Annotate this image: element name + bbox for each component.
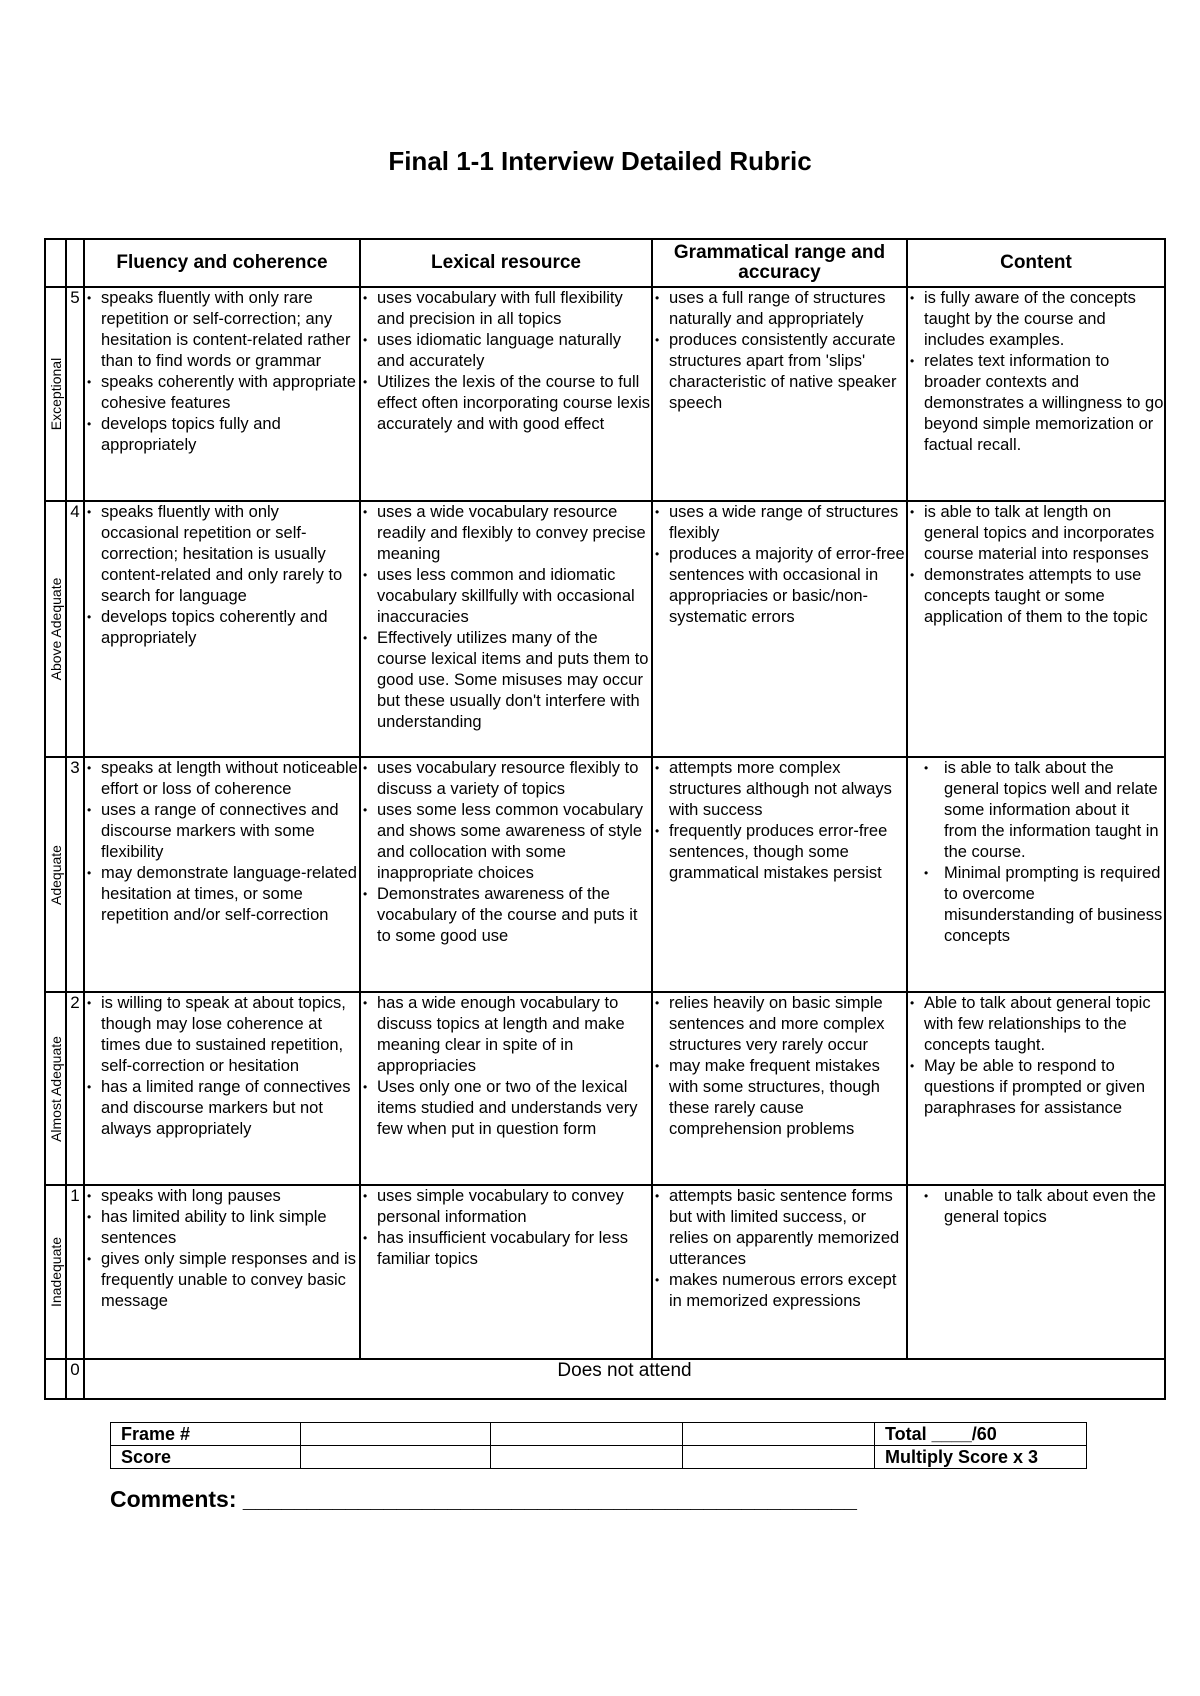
criteria-list xyxy=(653,1186,906,1312)
criteria-cell-lexical xyxy=(360,1185,652,1359)
criteria-cell-grammar xyxy=(652,1185,907,1359)
criteria-item: • Able to talk about general topic with few relationships to the concepts taught. xyxy=(924,993,1164,1056)
criteria-item: • speaks with long pauses xyxy=(101,1186,359,1207)
criteria-item: • uses vocabulary resource flexibly to discuss a variety of topics xyxy=(377,758,651,800)
criteria-cell-lexical xyxy=(360,501,652,757)
criteria-item: • has a limited range of connectives and discourse markers but not always appropriately xyxy=(101,1077,359,1140)
header-grammar: Grammatical range and accuracy xyxy=(652,239,907,287)
criteria-item: • unable to talk about even the general topics xyxy=(944,1186,1164,1228)
criteria-item: • has insufficient vocabulary for less familiar topics xyxy=(377,1228,651,1270)
criteria-list xyxy=(908,1186,1164,1228)
band-cell xyxy=(45,992,66,1185)
band-cell xyxy=(45,757,66,992)
criteria-item: • speaks coherently with appropriate cohesive features xyxy=(101,372,359,414)
criteria-cell-content xyxy=(907,287,1165,501)
criteria-list xyxy=(361,758,651,947)
criteria-item: • demonstrates attempts to use concepts taught or some application of them to the topic xyxy=(924,565,1164,628)
rubric-row xyxy=(45,501,1165,757)
criteria-list xyxy=(85,502,359,649)
criteria-item: • uses vocabulary with full flexibility and precision in all topics xyxy=(377,288,651,330)
criteria-list xyxy=(908,993,1164,1119)
rubric-row xyxy=(45,757,1165,992)
score-table xyxy=(110,1422,1087,1469)
criteria-item: • gives only simple responses and is frequently unable to convey basic message xyxy=(101,1249,359,1312)
rubric-row xyxy=(45,992,1165,1185)
criteria-cell-lexical xyxy=(360,757,652,992)
header-fluency: Fluency and coherence xyxy=(84,239,360,287)
criteria-item: • uses simple vocabulary to convey personal information xyxy=(377,1186,651,1228)
criteria-list xyxy=(85,1186,359,1312)
criteria-list xyxy=(361,502,651,733)
criteria-cell-lexical xyxy=(360,287,652,501)
rubric-row-zero xyxy=(45,1359,1165,1399)
band-label: Adequate xyxy=(47,844,64,905)
page-title: Final 1-1 Interview Detailed Rubric xyxy=(388,146,812,176)
criteria-item: • uses a range of connectives and discourse markers with some flexibility xyxy=(101,800,359,863)
criteria-list xyxy=(653,758,906,884)
criteria-item: • attempts basic sentence forms but with limited success, or relies on apparently memorized utterances xyxy=(669,1186,906,1270)
criteria-item: • is able to talk about the general topics well and relate some information about it from the information taught in the course. xyxy=(944,758,1164,863)
criteria-cell-fluency xyxy=(84,992,360,1185)
band-label: Inadequate xyxy=(47,1236,64,1308)
criteria-cell-grammar xyxy=(652,757,907,992)
criteria-item: • uses some less common vocabulary and shows some awareness of style and collocation with some inappropriate choices xyxy=(377,800,651,884)
criteria-item: • Uses only one or two of the lexical items studied and understands very few when put in question form xyxy=(377,1077,651,1140)
criteria-item: • develops topics coherently and appropriately xyxy=(101,607,359,649)
score-value: 0 xyxy=(66,1359,84,1399)
criteria-item: • May be able to respond to questions if prompted or given paraphrases for assistance xyxy=(924,1056,1164,1119)
criteria-item: • is able to talk at length on general topics and incorporates course material into responses xyxy=(924,502,1164,565)
criteria-item: • frequently produces error-free sentences, though some grammatical mistakes persist xyxy=(669,821,906,884)
criteria-item: • produces consistently accurate structures apart from 'slips' characteristic of native speaker speech xyxy=(669,330,906,414)
criteria-item: • speaks fluently with only rare repetition or self-correction; any hesitation is content-related rather than to find words or grammar xyxy=(101,288,359,372)
frame-cell xyxy=(301,1423,491,1446)
criteria-list xyxy=(653,502,906,628)
criteria-item: • is fully aware of the concepts taught by the course and includes examples. xyxy=(924,288,1164,351)
score-table-row xyxy=(111,1446,1087,1469)
criteria-item: • is willing to speak at about topics, though may lose coherence at times due to sustained repetition, self-correction or hesitation xyxy=(101,993,359,1077)
criteria-list xyxy=(361,1186,651,1270)
band-cell xyxy=(45,1185,66,1359)
criteria-item: • Effectively utilizes many of the course lexical items and puts them to good use. Some misuses may occur but these usually don't interfere with understanding xyxy=(377,628,651,733)
score-cell xyxy=(491,1446,683,1469)
criteria-item: • uses a wide range of structures flexibly xyxy=(669,502,906,544)
criteria-cell-content xyxy=(907,501,1165,757)
criteria-item: • Minimal prompting is required to overcome misunderstanding of business concepts xyxy=(944,863,1164,947)
criteria-item: • uses a full range of structures naturally and appropriately xyxy=(669,288,906,330)
header-content: Content xyxy=(907,239,1165,287)
band-label: Almost Adequate xyxy=(47,1035,64,1142)
criteria-item: • develops topics fully and appropriately xyxy=(101,414,359,456)
criteria-item: • has limited ability to link simple sentences xyxy=(101,1207,359,1249)
criteria-item: • may demonstrate language-related hesitation at times, or some repetition and/or self-correction xyxy=(101,863,359,926)
criteria-cell-lexical xyxy=(360,992,652,1185)
criteria-cell-fluency xyxy=(84,501,360,757)
comments-line: Comments: ________________________________________________ xyxy=(110,1486,857,1512)
criteria-item: • attempts more complex structures although not always with success xyxy=(669,758,906,821)
criteria-list xyxy=(908,502,1164,628)
frame-cell xyxy=(683,1423,875,1446)
criteria-list xyxy=(85,993,359,1140)
score-label: Score xyxy=(111,1446,301,1469)
criteria-cell-fluency xyxy=(84,1185,360,1359)
criteria-item: • uses less common and idiomatic vocabulary skillfully with occasional inaccuracies xyxy=(377,565,651,628)
score-cell xyxy=(301,1446,491,1469)
criteria-item: • uses a wide vocabulary resource readily and flexibly to convey precise meaning xyxy=(377,502,651,565)
header-row xyxy=(45,239,1165,287)
criteria-item: • relies heavily on basic simple sentences and more complex structures very rarely occur xyxy=(669,993,906,1056)
score-value: 2 xyxy=(66,992,84,1185)
frame-label: Frame # xyxy=(111,1423,301,1446)
criteria-item: • Demonstrates awareness of the vocabulary of the course and puts it to some good use xyxy=(377,884,651,947)
criteria-item: • speaks at length without noticeable effort or loss of coherence xyxy=(101,758,359,800)
criteria-item: • makes numerous errors except in memorized expressions xyxy=(669,1270,906,1312)
band-label: Exceptional xyxy=(47,357,64,431)
criteria-list xyxy=(361,993,651,1140)
criteria-item: • produces a majority of error-free sentences with occasional in appropriacies or basic/non-systematic errors xyxy=(669,544,906,628)
score-header-cell xyxy=(66,239,84,287)
score-value: 3 xyxy=(66,757,84,992)
criteria-cell-grammar xyxy=(652,287,907,501)
criteria-list xyxy=(361,288,651,435)
criteria-list xyxy=(85,758,359,926)
frame-cell xyxy=(491,1423,683,1446)
score-cell xyxy=(683,1446,875,1469)
band-header-cell xyxy=(45,239,66,287)
multiply-label: Multiply Score x 3 xyxy=(875,1446,1087,1469)
criteria-list xyxy=(908,758,1164,947)
criteria-cell-grammar xyxy=(652,501,907,757)
does-not-attend: Does not attend xyxy=(84,1359,1165,1399)
criteria-cell-grammar xyxy=(652,992,907,1185)
rubric-row xyxy=(45,1185,1165,1359)
criteria-list xyxy=(85,288,359,456)
criteria-item: • relates text information to broader contexts and demonstrates a willingness to go beyond simple memorization or factual recall. xyxy=(924,351,1164,456)
rubric-table xyxy=(44,238,1166,1400)
criteria-list xyxy=(653,288,906,414)
criteria-item: • has a wide enough vocabulary to discuss topics at length and make meaning clear in spite of in appropriacies xyxy=(377,993,651,1077)
criteria-list xyxy=(653,993,906,1140)
score-value: 4 xyxy=(66,501,84,757)
score-table-row xyxy=(111,1423,1087,1446)
criteria-list xyxy=(908,288,1164,456)
band-label: Above Adequate xyxy=(47,577,64,681)
rubric-row xyxy=(45,287,1165,501)
criteria-cell-fluency xyxy=(84,757,360,992)
score-value: 1 xyxy=(66,1185,84,1359)
band-cell xyxy=(45,287,66,501)
criteria-cell-content xyxy=(907,992,1165,1185)
criteria-cell-content xyxy=(907,1185,1165,1359)
total-label: Total ____/60 xyxy=(875,1423,1087,1446)
criteria-item: • speaks fluently with only occasional repetition or self-correction; hesitation is usually content-related and only rarely to search for language xyxy=(101,502,359,607)
criteria-cell-fluency xyxy=(84,287,360,501)
band-cell xyxy=(45,1359,66,1399)
criteria-item: • uses idiomatic language naturally and accurately xyxy=(377,330,651,372)
criteria-item: • Utilizes the lexis of the course to full effect often incorporating course lexis accurately and with good effect xyxy=(377,372,651,435)
score-value: 5 xyxy=(66,287,84,501)
header-lexical: Lexical resource xyxy=(360,239,652,287)
band-cell xyxy=(45,501,66,757)
criteria-item: • may make frequent mistakes with some structures, though these rarely cause comprehension problems xyxy=(669,1056,906,1140)
criteria-cell-content xyxy=(907,757,1165,992)
